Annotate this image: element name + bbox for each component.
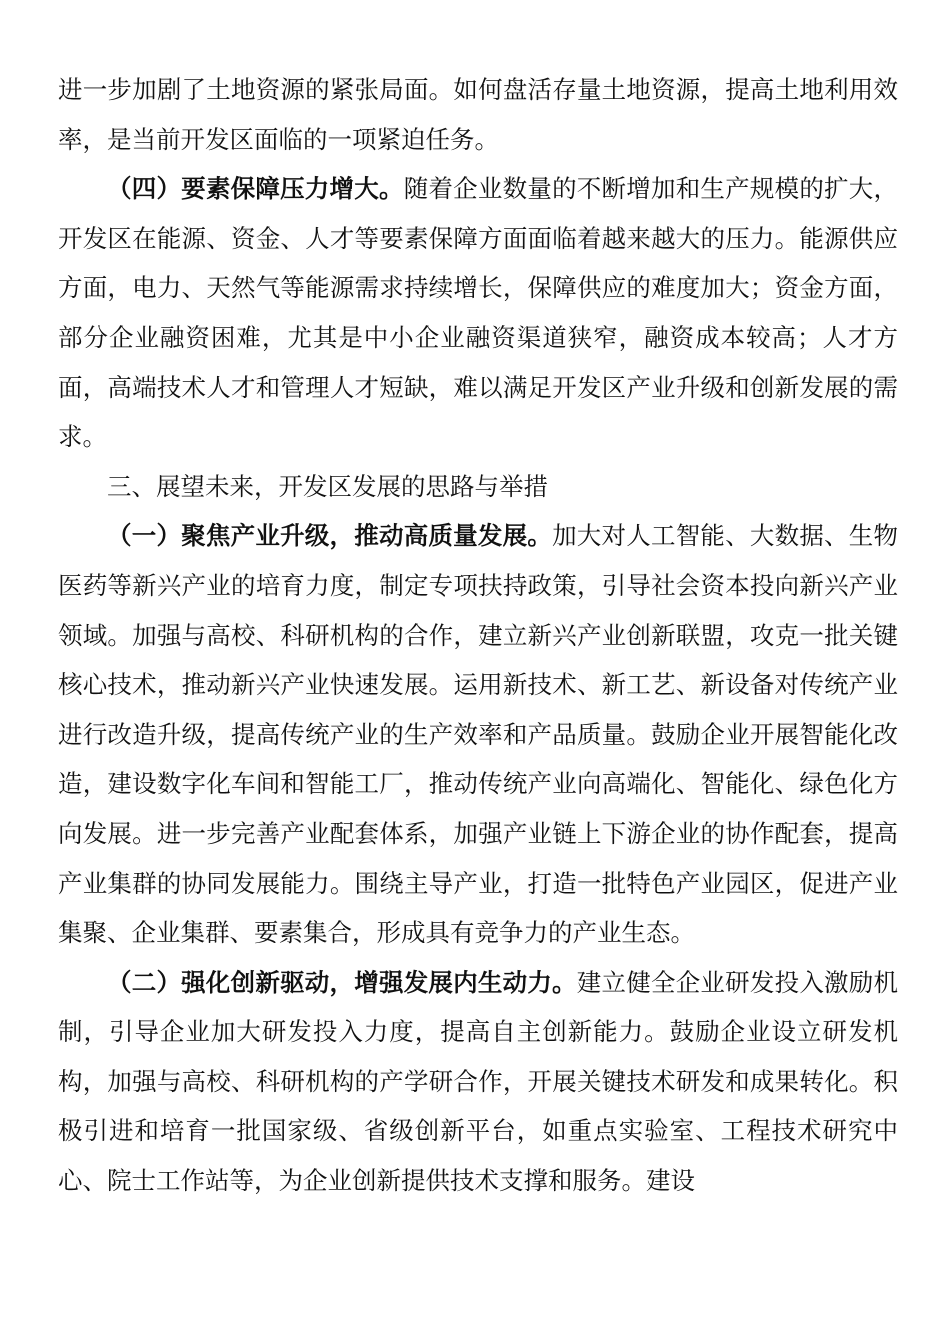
paragraph-lead-heading: （四）要素保障压力增大。 bbox=[107, 174, 404, 204]
paragraph-industrial-upgrade bbox=[58, 511, 898, 957]
section-heading-outlook bbox=[58, 462, 898, 512]
document-body bbox=[58, 65, 898, 1206]
paragraph-innovation-driven bbox=[58, 958, 898, 1206]
paragraph-land-resources bbox=[58, 65, 898, 164]
paragraph-factor-guarantee bbox=[58, 164, 898, 462]
paragraph-lead-heading: （二）强化创新驱动，增强发展内生动力。 bbox=[107, 967, 577, 997]
paragraph-text: 建立健全企业研发投入激励机制，引导企业加大研发投入力度，提高自主创新能力。鼓励企业设立研发机构，加强与高校、科研机构的产学研合作，开展关键技术研发和成果转化。积极引进和培育一批国家级、省级创新平台，如重点实验室、工程技术研究中心、院士工作站等，为企业创新提供技术支撑和服务。建设 bbox=[58, 967, 899, 1196]
section-heading-text: 三、展望未来，开发区发展的思路与举措 bbox=[107, 471, 548, 501]
paragraph-text: 进一步加剧了土地资源的紧张局面。如何盘活存量土地资源，提高土地利用效率，是当前开发区面临的一项紧迫任务。 bbox=[58, 75, 898, 154]
paragraph-text: 加大对人工智能、大数据、生物医药等新兴产业的培育力度，制定专项扶持政策，引导社会资本投向新兴产业领域。加强与高校、科研机构的合作，建立新兴产业创新联盟，攻克一批关键核心技术，推动新兴产业快速发展。运用新技术、新工艺、新设备对传统产业进行改造升级，提高传统产业的生产效率和产品质量。鼓励企业开展智能化改造，建设数字化车间和智能工厂，推动传统产业向高端化、智能化、绿色化方向发展。进一步完善产业配套体系，加强产业链上下游企业的协作配套，提高产业集群的协同发展能力。围绕主导产业，打造一批特色产业园区，促进产业集聚、企业集群、要素集合，形成具有竞争力的产业生态。 bbox=[58, 521, 898, 948]
paragraph-text: 随着企业数量的不断增加和生产规模的扩大，开发区在能源、资金、人才等要素保障方面面临着越来越大的压力。能源供应方面，电力、天然气等能源需求持续增长，保障供应的难度加大；资金方面，部分企业融资困难，尤其是中小企业融资渠道狭窄，融资成本较高；人才方面，高端技术人才和管理人才短缺，难以满足开发区产业升级和创新发展的需求。 bbox=[58, 174, 899, 452]
paragraph-lead-heading: （一）聚焦产业升级，推动高质量发展。 bbox=[107, 521, 553, 551]
